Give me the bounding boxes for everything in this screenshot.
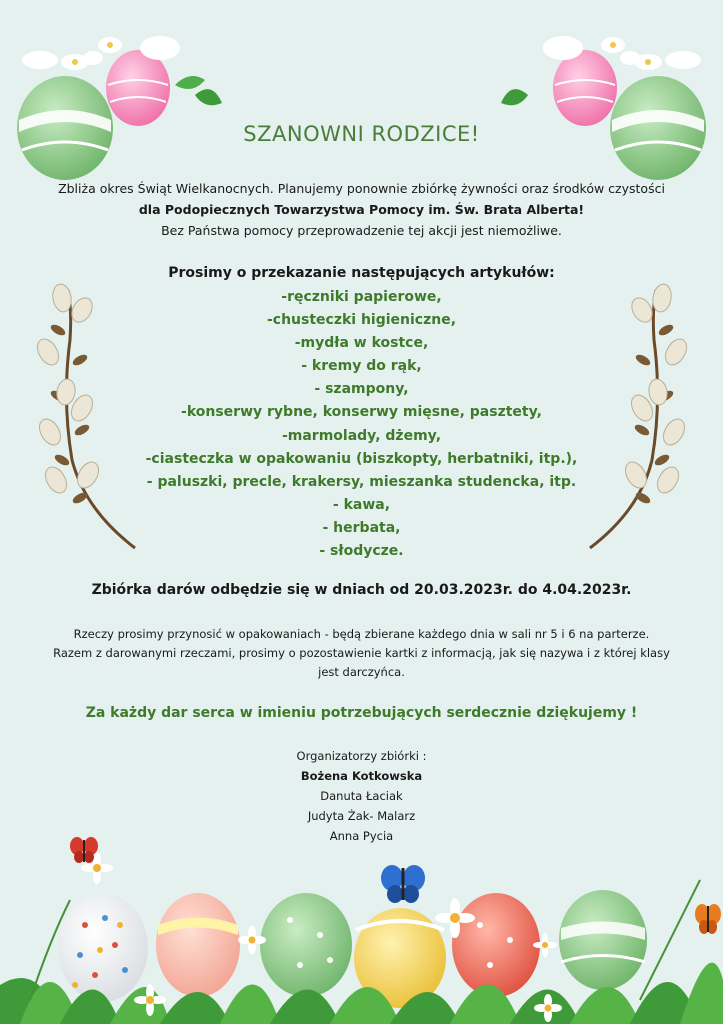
intro-line: Bez Państwa pomocy przeprowadzenie tej akcji jest niemożliwe.: [161, 223, 562, 238]
organizer-name-lead: Bożena Kotkowska: [300, 769, 423, 783]
page-title: SZANOWNI RODZICE!: [243, 122, 480, 146]
list-item: - szampony,: [314, 381, 409, 398]
organizers: [0, 746, 723, 846]
intro-text: [0, 178, 723, 241]
organizers-label: Organizatorzy zbiórki :: [296, 749, 427, 763]
eggs-top-right: [501, 36, 706, 180]
list-item: -ręczniki papierowe,: [281, 289, 442, 305]
list-item: - herbata,: [322, 519, 401, 536]
list-item: -mydła w kostce,: [294, 335, 429, 352]
intro-line-bold: dla Podopiecznych Towarzystwa Pomocy im. Św. Brata Alberta!: [138, 202, 585, 217]
list-item: - paluszki, precle, krakersy, mieszanka studencka, itp.: [146, 473, 577, 490]
collection-note: [0, 625, 723, 682]
list-item: -chusteczki higieniczne,: [266, 312, 457, 329]
list-item: - słodycze.: [319, 543, 404, 560]
eggs-top-left: [17, 36, 222, 180]
organizer-name: Anna Pycia: [329, 829, 394, 843]
list-item: - kawa,: [332, 496, 391, 513]
note-line: Razem z darowanymi rzeczami, prosimy o pozostawienie kartki z informacją, jak się nazywa i z której klasy: [53, 646, 670, 660]
items-list: [0, 286, 723, 563]
collection-dates: Zbiórka darów odbędzie się w dniach od 20.03.2023r. do 4.04.2023r.: [91, 582, 632, 598]
organizer-name: Danuta Łaciak: [320, 789, 403, 803]
organizer-name: Judyta Żak- Malarz: [307, 809, 416, 823]
note-line: jest darczyńca.: [318, 665, 405, 679]
note-line: Rzeczy prosimy przynosić w opakowaniach - będą zbierane każdego dnia w sali nr 5 i 6 na parterze.: [73, 627, 650, 641]
list-item: - kremy do rąk,: [301, 358, 422, 375]
thanks-message: Za każdy dar serca w imieniu potrzebujących serdecznie dziękujemy !: [85, 705, 638, 721]
list-item: -ciasteczka w opakowaniu (biszkopty, herbatniki, itp.),: [145, 450, 578, 467]
request-heading: Prosimy o przekazanie następujących artykułów:: [168, 265, 555, 281]
intro-line: Zbliża okres Świąt Wielkanocnych. Planujemy ponownie zbiórkę żywności oraz środków czystości: [58, 181, 665, 196]
list-item: -konserwy rybne, konserwy mięsne, pasztety,: [181, 404, 542, 421]
list-item: -marmolady, dżemy,: [281, 427, 442, 444]
